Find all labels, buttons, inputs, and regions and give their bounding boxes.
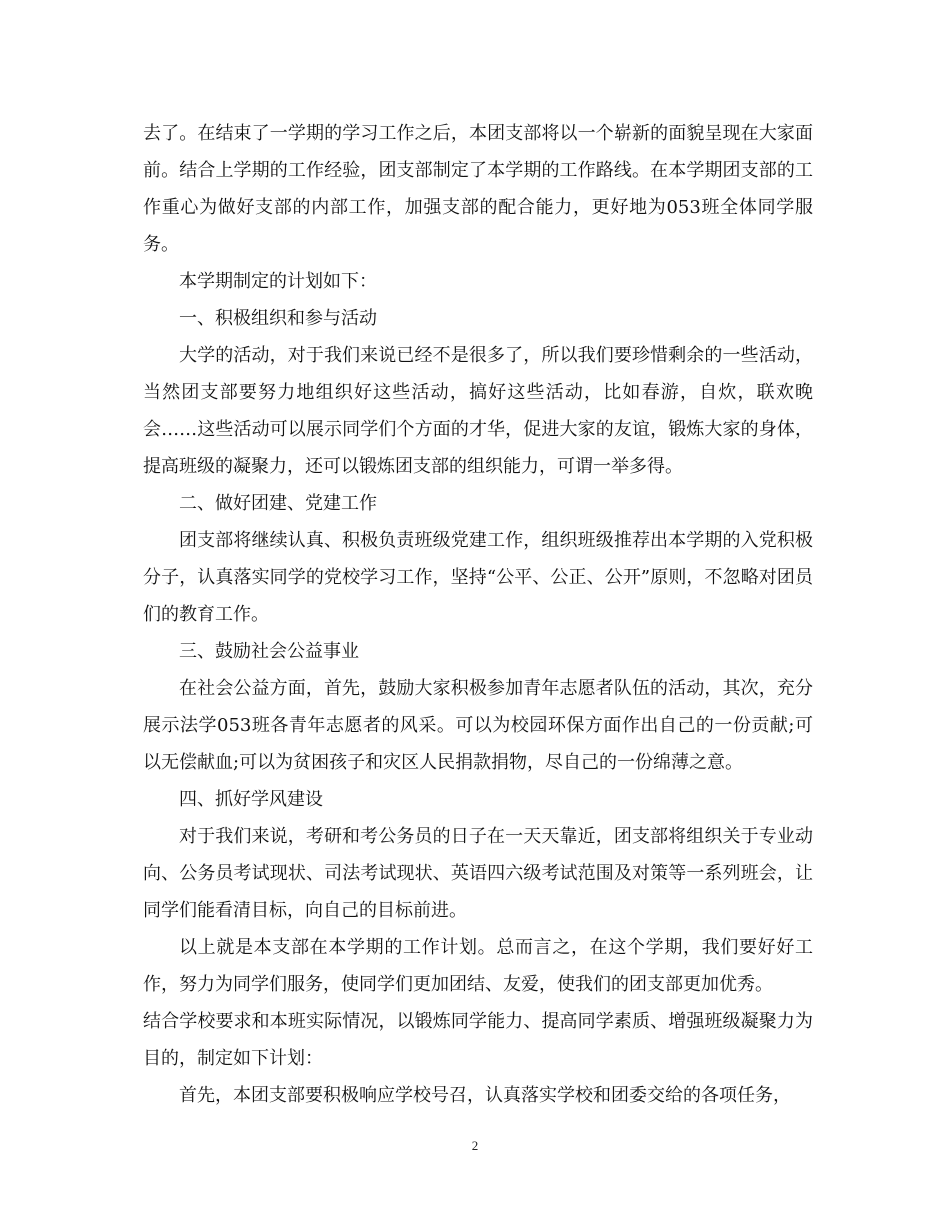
paragraph-plan-purpose: 结合学校要求和本班实际情况，以锻炼同学能力、提高同学素质、增强班级凝聚力为目的，制定如下计划：: [143, 1011, 813, 1069]
section-heading-study-style: 四、抓好学风建设: [179, 789, 323, 810]
paragraph-public-welfare: 在社会公益方面，首先，鼓励大家积极参加青年志愿者队伍的活动，其次，充分展示法学053班各青年志愿者的风采。可以为校园环保方面作出自己的一份贡献;可以无偿献血;可以为贫困孩子和灾区人民捐款捐物，尽自己的一份绵薄之意。: [143, 678, 813, 773]
section-heading-party-building: 二、做好团建、党建工作: [179, 493, 377, 514]
paragraph-plan-intro: 本学期制定的计划如下：: [179, 271, 377, 292]
paragraph-activities: 大学的活动，对于我们来说已经不是很多了，所以我们要珍惜剩余的一些活动，当然团支部要努力地组织好这些活动，搞好这些活动，比如春游，自炊，联欢晚会……这些活动可以展示同学们个方面的才华，促进大家的友谊，锻炼大家的身体，提高班级的凝聚力，还可以锻炼团支部的组织能力，可谓一举多得。: [143, 345, 813, 477]
section-heading-public-welfare: 三、鼓励社会公益事业: [179, 641, 359, 662]
paragraph-continuation: 去了。在结束了一学期的学习工作之后，本团支部将以一个崭新的面貌呈现在大家面前。结合上学期的工作经验，团支部制定了本学期的工作路线。在本学期团支部的工作重心为做好支部的内部工作，加强支部的配合能力，更好地为053班全体同学服务。: [143, 123, 813, 255]
paragraph-party-building: 团支部将继续认真、积极负责班级党建工作，组织班级推荐出本学期的入党积极分子，认真落实同学的党校学习工作，坚持“公平、公正、公开”原则，不忽略对团员们的教育工作。: [143, 530, 813, 625]
page-number: 2: [471, 1138, 479, 1153]
section-heading-activities: 一、积极组织和参与活动: [179, 308, 377, 329]
paragraph-study-style: 对于我们来说，考研和考公务员的日子在一天天靠近，团支部将组织关于专业动向、公务员考试现状、司法考试现状、英语四六级考试范围及对策等一系列班会，让同学们能看清目标，向自己的目标前进。: [143, 826, 813, 921]
paragraph-summary: 以上就是本支部在本学期的工作计划。总而言之，在这个学期，我们要好好工作，努力为同学们服务，使同学们更加团结、友爱，使我们的团支部更加优秀。: [143, 937, 813, 995]
document-body: [143, 115, 813, 1114]
paragraph-first-point: 首先，本团支部要积极响应学校号召，认真落实学校和团委交给的各项任务，: [179, 1085, 791, 1106]
